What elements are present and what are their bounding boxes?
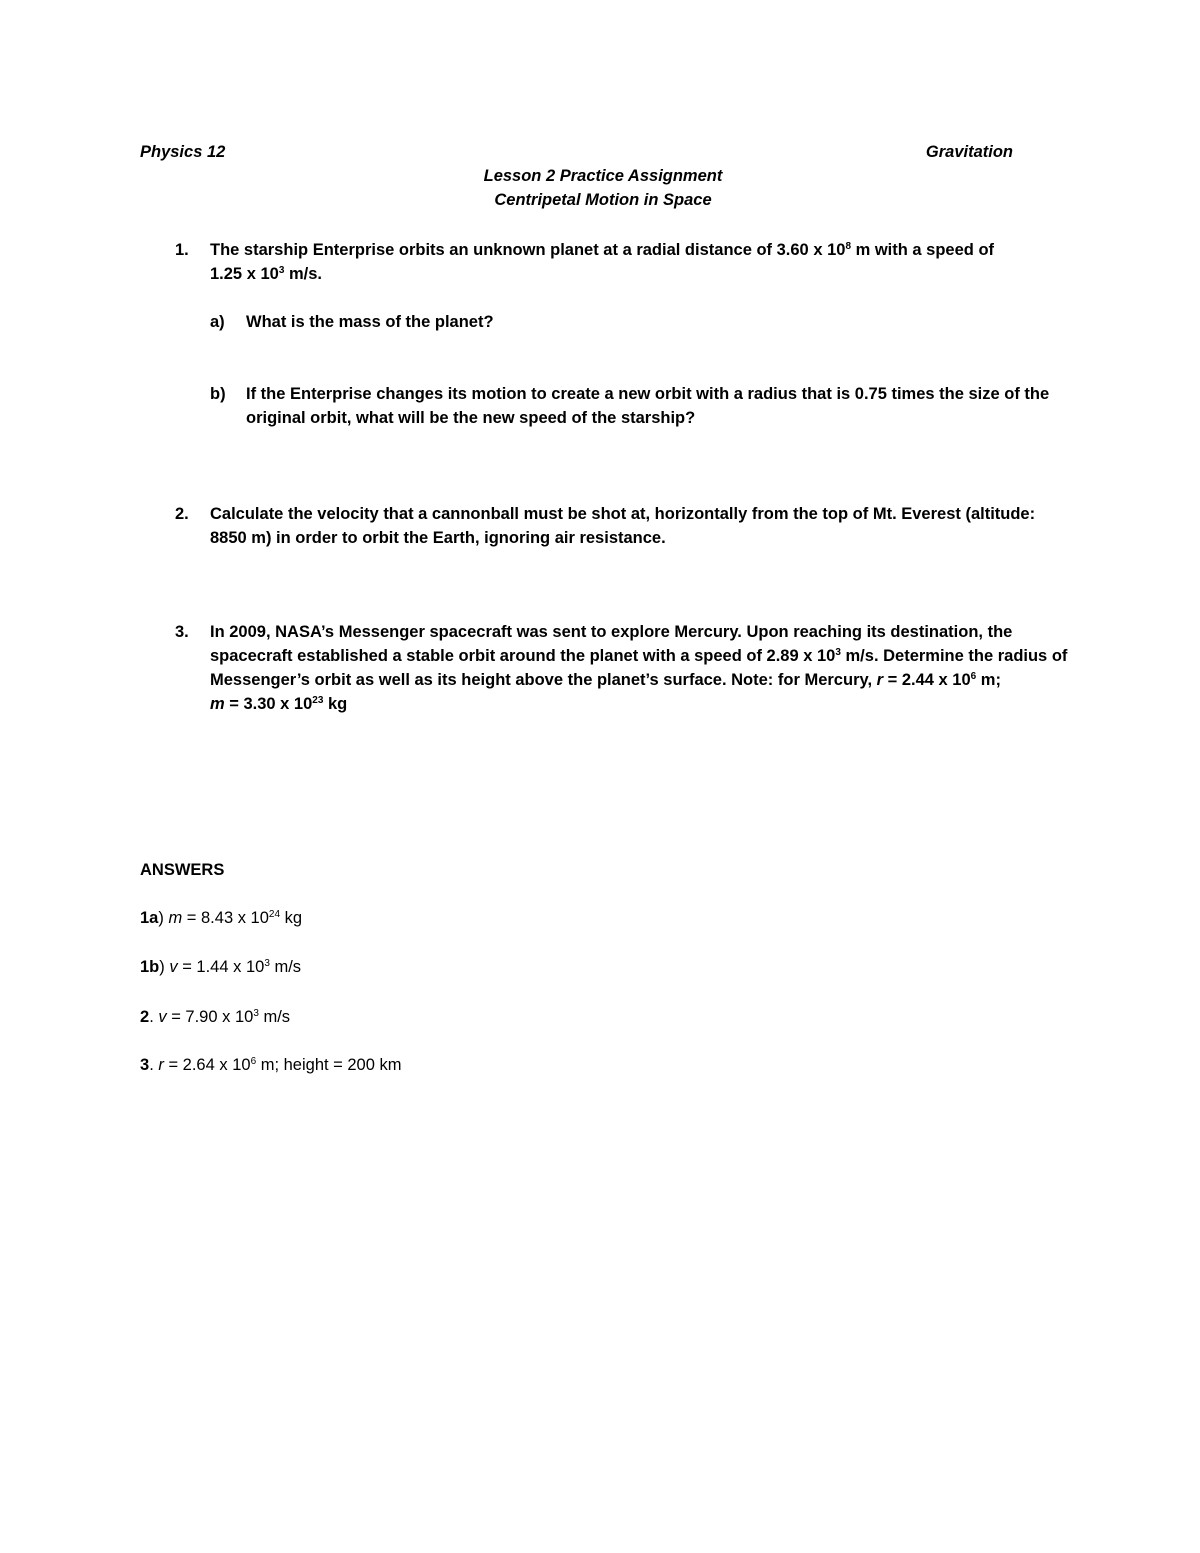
unit-name: Gravitation (925, 143, 1013, 161)
answer-1a: 1a) m = 8.43 x $10^{24}$ kg (140, 909, 303, 927)
question-3 (175, 620, 1075, 716)
question-1 (175, 238, 1075, 286)
question-number: 3. (175, 623, 189, 641)
question-text: In 2009, NASA’s Messenger spacecraft was sent to explore Mercury. Upon reaching its destination, the spacecraft established a stable orbit around the planet with a speed of 2.89 x $10^3$ m/s. Determine the radius of Messenger’s orbit as well as its height above the planet’s surface. Note: for Mercury, r = 2.44 x $10^6$ m; m = 3.30 x $10^{23}$ kg (210, 623, 1068, 713)
answer-1b: 1b) v = 1.44 x $10^3$ m/s (140, 958, 302, 976)
question-text: The starship Enterprise orbits an unknown planet at a radial distance of 3.60 x $10^8$ m with a speed of 1.25 x $10^3$ m/s. (210, 241, 995, 283)
question-text: Calculate the velocity that a cannonball must be shot at, horizontally from the top of Mt. Everest (altitude: 8850 m) in order to orbit the Earth, ignoring air resistance. (210, 505, 1036, 547)
question-number: 1. (175, 241, 189, 259)
question-2 (175, 502, 1075, 550)
assignment-title: Lesson 2 Practice Assignment (483, 167, 723, 185)
answer-3: 3. r = 2.64 x $10^6$ m; height = 200 km (140, 1056, 402, 1074)
course-name: Physics 12 (140, 143, 226, 161)
answers-heading: ANSWERS (140, 861, 225, 879)
assignment-subtitle: Centripetal Motion in Space (494, 191, 712, 209)
part-label: b) (210, 385, 226, 403)
question-1b (210, 382, 1080, 430)
question-number: 2. (175, 505, 189, 523)
part-text: What is the mass of the planet? (246, 313, 494, 331)
question-1a (210, 310, 1080, 334)
answer-2: 2. v = 7.90 x $10^3$ m/s (140, 1008, 291, 1026)
part-label: a) (210, 313, 225, 331)
part-text: If the Enterprise changes its motion to create a new orbit with a radius that is 0.75 times the size of the original orbit, what will be the new speed of the starship? (246, 385, 1050, 427)
